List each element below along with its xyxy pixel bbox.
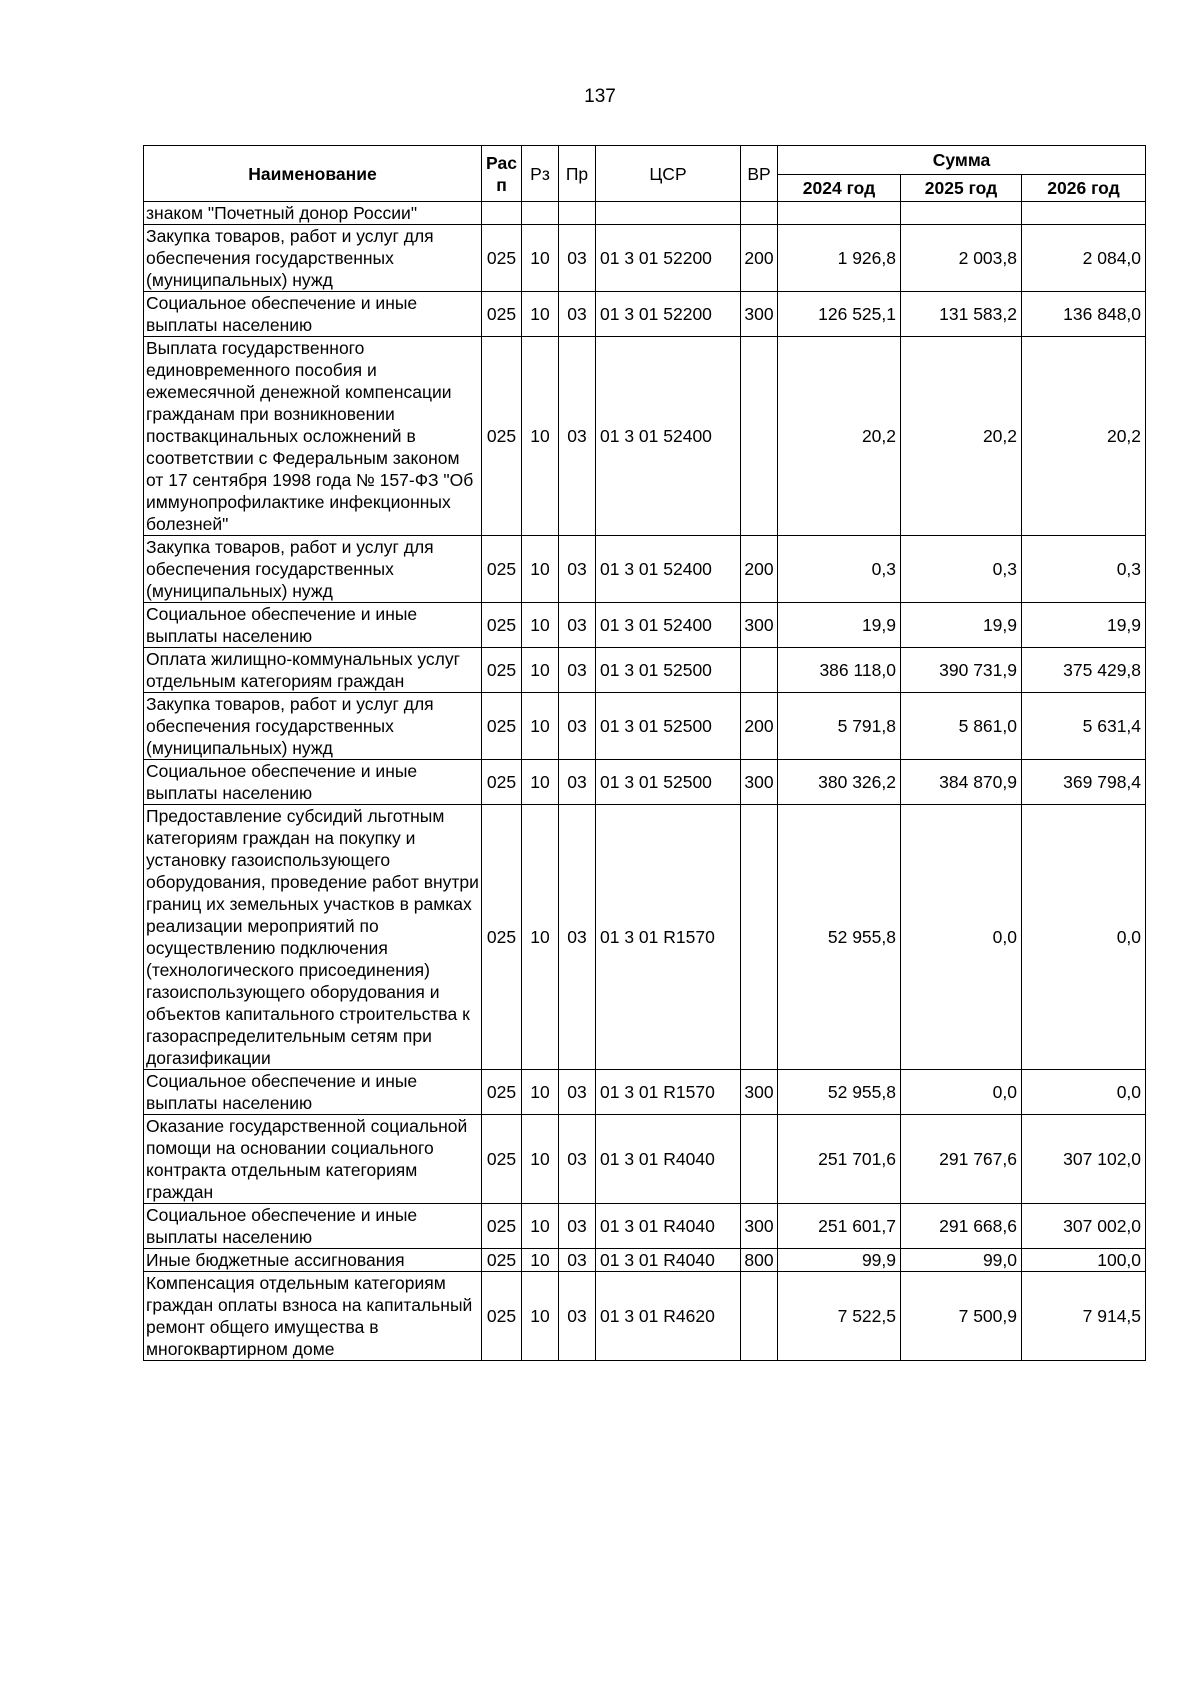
cell-name: знаком "Почетный донор России": [144, 202, 482, 225]
cell-y2026: 5 631,4: [1022, 693, 1146, 760]
cell-y2025: 7 500,9: [901, 1272, 1022, 1361]
cell-y2025: 291 767,6: [901, 1115, 1022, 1204]
cell-y2025: 20,2: [901, 337, 1022, 536]
table-row: [144, 648, 1146, 693]
cell-y2024: 386 118,0: [778, 648, 901, 693]
cell-y2025: 5 861,0: [901, 693, 1022, 760]
cell-y2024: 52 955,8: [778, 1070, 901, 1115]
cell-vr: 800: [741, 1249, 778, 1272]
cell-y2025: 384 870,9: [901, 760, 1022, 805]
cell-rasp: 025: [482, 337, 522, 536]
table-row: [144, 292, 1146, 337]
cell-vr: [741, 202, 778, 225]
cell-vr: 300: [741, 292, 778, 337]
cell-csr: 01 3 01 R4620: [596, 1272, 741, 1361]
cell-vr: 200: [741, 225, 778, 292]
cell-y2024: 5 791,8: [778, 693, 901, 760]
header-year-2026: 2026 год: [1022, 175, 1146, 202]
cell-pr: 03: [559, 693, 596, 760]
cell-y2025: 291 668,6: [901, 1204, 1022, 1249]
cell-rasp: 025: [482, 805, 522, 1070]
cell-csr: 01 3 01 52200: [596, 292, 741, 337]
cell-csr: [596, 202, 741, 225]
cell-csr: 01 3 01 R1570: [596, 805, 741, 1070]
cell-csr: 01 3 01 52500: [596, 648, 741, 693]
cell-rz: 10: [522, 1272, 559, 1361]
cell-y2024: 99,9: [778, 1249, 901, 1272]
cell-rasp: 025: [482, 225, 522, 292]
budget-table: [143, 145, 1146, 1361]
cell-rz: 10: [522, 760, 559, 805]
cell-csr: 01 3 01 R4040: [596, 1249, 741, 1272]
cell-pr: 03: [559, 536, 596, 603]
cell-name: Социальное обеспечение и иные выплаты населению: [144, 1070, 482, 1115]
cell-csr: 01 3 01 52500: [596, 760, 741, 805]
header-csr: ЦСР: [596, 146, 741, 202]
cell-vr: [741, 1115, 778, 1204]
cell-y2024: 1 926,8: [778, 225, 901, 292]
cell-vr: 200: [741, 536, 778, 603]
header-rasp: Рас п: [482, 146, 522, 202]
cell-rz: 10: [522, 292, 559, 337]
cell-y2025: 0,0: [901, 1070, 1022, 1115]
cell-pr: 03: [559, 603, 596, 648]
cell-y2024: 251 701,6: [778, 1115, 901, 1204]
table-row: [144, 603, 1146, 648]
cell-rz: 10: [522, 805, 559, 1070]
cell-y2025: 19,9: [901, 603, 1022, 648]
cell-vr: [741, 1272, 778, 1361]
cell-vr: [741, 337, 778, 536]
cell-csr: 01 3 01 52400: [596, 536, 741, 603]
cell-y2026: 2 084,0: [1022, 225, 1146, 292]
cell-csr: 01 3 01 52400: [596, 337, 741, 536]
cell-pr: 03: [559, 292, 596, 337]
cell-y2024: 7 522,5: [778, 1272, 901, 1361]
cell-rasp: 025: [482, 1070, 522, 1115]
cell-rasp: 025: [482, 1204, 522, 1249]
cell-y2026: [1022, 202, 1146, 225]
cell-rasp: 025: [482, 536, 522, 603]
cell-y2026: 7 914,5: [1022, 1272, 1146, 1361]
cell-csr: 01 3 01 R1570: [596, 1070, 741, 1115]
header-rz: Рз: [522, 146, 559, 202]
table-row: [144, 1204, 1146, 1249]
header-sum: Сумма: [778, 146, 1146, 175]
header-year-2025: 2025 год: [901, 175, 1022, 202]
cell-rasp: 025: [482, 292, 522, 337]
table-row: [144, 225, 1146, 292]
cell-name: Предоставление субсидий льготным категориям граждан на покупку и установку газоиспользующего оборудования, проведение работ внутри границ их земельных участков в рамках реализации мероприятий по осуществлению подключения (технологического присоединения) газоиспользующего оборудования и объектов капитального строительства к газораспределительным сетям при догазификации: [144, 805, 482, 1070]
table-row: [144, 805, 1146, 1070]
table-body: [144, 202, 1146, 1361]
header-year-2024: 2024 год: [778, 175, 901, 202]
table-row: [144, 1070, 1146, 1115]
cell-name: Социальное обеспечение и иные выплаты населению: [144, 1204, 482, 1249]
cell-y2024: 20,2: [778, 337, 901, 536]
cell-vr: 200: [741, 693, 778, 760]
table-row: [144, 536, 1146, 603]
cell-pr: 03: [559, 760, 596, 805]
table-row: [144, 1249, 1146, 1272]
cell-name: Оказание государственной социальной помощи на основании социального контракта отдельным категориям граждан: [144, 1115, 482, 1204]
cell-y2025: 2 003,8: [901, 225, 1022, 292]
cell-y2026: 0,3: [1022, 536, 1146, 603]
cell-csr: 01 3 01 52400: [596, 603, 741, 648]
header-name: Наименование: [144, 146, 482, 202]
cell-rz: 10: [522, 1249, 559, 1272]
cell-y2026: 307 002,0: [1022, 1204, 1146, 1249]
cell-rz: 10: [522, 337, 559, 536]
cell-rz: 10: [522, 603, 559, 648]
cell-y2026: 0,0: [1022, 1070, 1146, 1115]
cell-y2025: [901, 202, 1022, 225]
cell-y2025: 131 583,2: [901, 292, 1022, 337]
cell-rasp: 025: [482, 760, 522, 805]
cell-rasp: [482, 202, 522, 225]
cell-y2026: 369 798,4: [1022, 760, 1146, 805]
cell-pr: 03: [559, 648, 596, 693]
cell-rz: 10: [522, 648, 559, 693]
cell-rasp: 025: [482, 1272, 522, 1361]
cell-y2024: [778, 202, 901, 225]
cell-y2026: 19,9: [1022, 603, 1146, 648]
cell-rasp: 025: [482, 693, 522, 760]
table-row: [144, 693, 1146, 760]
cell-rz: 10: [522, 1115, 559, 1204]
cell-y2026: 100,0: [1022, 1249, 1146, 1272]
cell-rz: 10: [522, 1204, 559, 1249]
cell-vr: [741, 805, 778, 1070]
cell-pr: 03: [559, 1249, 596, 1272]
cell-y2025: 99,0: [901, 1249, 1022, 1272]
cell-y2024: 0,3: [778, 536, 901, 603]
cell-y2024: 52 955,8: [778, 805, 901, 1070]
cell-y2026: 307 102,0: [1022, 1115, 1146, 1204]
cell-y2024: 19,9: [778, 603, 901, 648]
cell-y2025: 390 731,9: [901, 648, 1022, 693]
header-pr: Пр: [559, 146, 596, 202]
cell-name: Закупка товаров, работ и услуг для обеспечения государственных (муниципальных) нужд: [144, 225, 482, 292]
cell-y2026: 136 848,0: [1022, 292, 1146, 337]
cell-name: Оплата жилищно-коммунальных услуг отдельным категориям граждан: [144, 648, 482, 693]
cell-rasp: 025: [482, 648, 522, 693]
cell-pr: 03: [559, 1272, 596, 1361]
cell-rz: 10: [522, 536, 559, 603]
cell-name: Выплата государственного единовременного пособия и ежемесячной денежной компенсации гражданам при возникновении поствакцинальных осложнений в соответствии с Федеральным законом от 17 сентября 1998 года № 157-ФЗ "Об иммунопрофилактике инфекционных болезней": [144, 337, 482, 536]
cell-y2026: 20,2: [1022, 337, 1146, 536]
cell-rz: 10: [522, 1070, 559, 1115]
cell-pr: [559, 202, 596, 225]
cell-rz: [522, 202, 559, 225]
cell-csr: 01 3 01 R4040: [596, 1204, 741, 1249]
cell-vr: [741, 648, 778, 693]
cell-y2026: 0,0: [1022, 805, 1146, 1070]
cell-name: Социальное обеспечение и иные выплаты населению: [144, 603, 482, 648]
cell-name: Социальное обеспечение и иные выплаты населению: [144, 292, 482, 337]
cell-rasp: 025: [482, 603, 522, 648]
cell-rasp: 025: [482, 1249, 522, 1272]
cell-name: Компенсация отдельным категориям граждан оплаты взноса на капитальный ремонт общего имущества в многоквартирном доме: [144, 1272, 482, 1361]
cell-y2024: 126 525,1: [778, 292, 901, 337]
table-row: [144, 1272, 1146, 1361]
cell-y2024: 251 601,7: [778, 1204, 901, 1249]
cell-name: Закупка товаров, работ и услуг для обеспечения государственных (муниципальных) нужд: [144, 536, 482, 603]
table-row: [144, 1115, 1146, 1204]
cell-csr: 01 3 01 R4040: [596, 1115, 741, 1204]
cell-pr: 03: [559, 225, 596, 292]
cell-pr: 03: [559, 337, 596, 536]
cell-csr: 01 3 01 52200: [596, 225, 741, 292]
cell-pr: 03: [559, 1115, 596, 1204]
cell-name: Социальное обеспечение и иные выплаты населению: [144, 760, 482, 805]
cell-vr: 300: [741, 1204, 778, 1249]
cell-vr: 300: [741, 760, 778, 805]
table-row: [144, 760, 1146, 805]
table-row: [144, 202, 1146, 225]
cell-pr: 03: [559, 805, 596, 1070]
cell-y2026: 375 429,8: [1022, 648, 1146, 693]
header-vr: ВР: [741, 146, 778, 202]
table-row: [144, 337, 1146, 536]
cell-pr: 03: [559, 1204, 596, 1249]
page-number: 137: [584, 86, 616, 107]
cell-vr: 300: [741, 1070, 778, 1115]
cell-name: Иные бюджетные ассигнования: [144, 1249, 482, 1272]
cell-name: Закупка товаров, работ и услуг для обеспечения государственных (муниципальных) нужд: [144, 693, 482, 760]
cell-csr: 01 3 01 52500: [596, 693, 741, 760]
cell-y2025: 0,0: [901, 805, 1022, 1070]
cell-vr: 300: [741, 603, 778, 648]
cell-rasp: 025: [482, 1115, 522, 1204]
cell-y2024: 380 326,2: [778, 760, 901, 805]
cell-y2025: 0,3: [901, 536, 1022, 603]
cell-rz: 10: [522, 693, 559, 760]
cell-pr: 03: [559, 1070, 596, 1115]
cell-rz: 10: [522, 225, 559, 292]
